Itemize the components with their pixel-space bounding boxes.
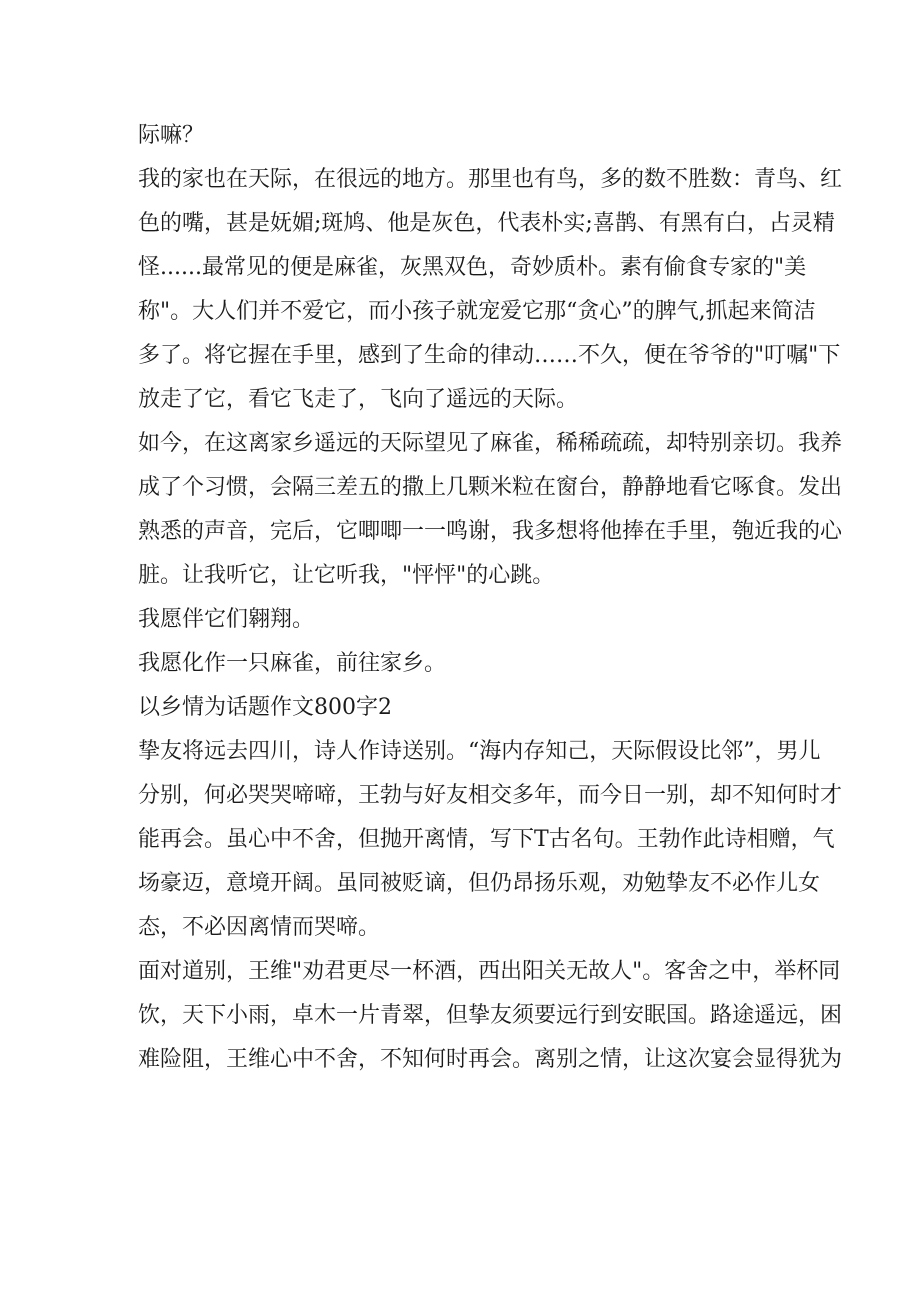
document-body xyxy=(138,114,843,1082)
paragraph-3 xyxy=(138,422,843,598)
paragraph-7 xyxy=(138,730,843,950)
text-line: 称"。大人们并不爱它，而小孩子就宠爱它那“贪心”的脾气,抓起来简洁 xyxy=(138,299,816,324)
paragraph-5 xyxy=(138,642,788,686)
text-line: 面对道别，王维"劝君更尽一杯酒，西出阳关无故人"。客舍之中，举杯同 xyxy=(138,959,841,984)
text-line: 成了个习惯，会隔三差五的撒上几颗米粒在窗台，静静地看它啄食。发出 xyxy=(138,475,843,500)
text-line: 场豪迈，意境开阔。虽同被贬谪，但仍昂扬乐观，劝勉挚友不必作儿女 xyxy=(138,871,821,896)
text-line: 我愿化作一只麻雀，前往家乡。 xyxy=(138,651,447,676)
text-line: 难险阻，王维心中不舍，不知何时再会。离别之情，让这次宴会显得犹为 xyxy=(138,1047,843,1072)
text-line: 能再会。虽心中不舍，但抛开离情，写下T古名句。王勃作此诗相赠，气 xyxy=(138,827,835,852)
section-heading xyxy=(138,686,788,730)
paragraph-2 xyxy=(138,158,843,422)
text-line: 如今，在这离家乡遥远的天际望见了麻雀，稀稀疏疏，却特别亲切。我养 xyxy=(138,431,843,456)
text-line: 饮，天下小雨，卓木一片青翠，但挚友须要远行到安眠国。路途遥远，困 xyxy=(138,1003,843,1028)
text-line: 熟悉的声音，完后，它唧唧一一鸣谢，我多想将他捧在手里，匏近我的心 xyxy=(138,519,843,544)
text-line: 怪......最常见的便是麻雀，灰黑双色，奇妙质朴。素有偷食专家的"美 xyxy=(138,255,807,280)
text-line: 态，不必因离情而哭啼。 xyxy=(138,915,381,940)
text-line: 放走了它，看它飞走了，飞向了遥远的天际。 xyxy=(138,387,579,412)
text-line: 脏。让我听它，让它听我，"怦怦"的心跳。 xyxy=(138,563,555,588)
paragraph-8 xyxy=(138,950,843,1082)
text-line: 际嘛？ xyxy=(138,123,205,148)
heading-line: 以乡情为话题作文800字2 xyxy=(138,695,392,720)
text-line: 多了。将它握在手里，感到了生命的律动……不久，便在爷爷的"叮嘱"下 xyxy=(138,343,841,368)
paragraph-1 xyxy=(138,114,788,158)
text-line: 色的嘴，甚是妩媚;斑鸠、他是灰色，代表朴实;喜鹊、有黑有白，占灵精 xyxy=(138,211,835,236)
paragraph-4 xyxy=(138,598,788,642)
text-line: 我的家也在天际，在很远的地方。那里也有鸟，多的数不胜数：青鸟、红 xyxy=(138,167,843,192)
text-line: 分别，何必哭哭啼啼，王勃与好友相交多年，而今日一别，却不知何时才 xyxy=(138,783,843,808)
text-line: 我愿伴它们翱翔。 xyxy=(138,607,315,632)
text-line: 挚友将远去四川，诗人作诗送别。“海内存知己，天际假设比邻”，男儿 xyxy=(138,739,821,764)
